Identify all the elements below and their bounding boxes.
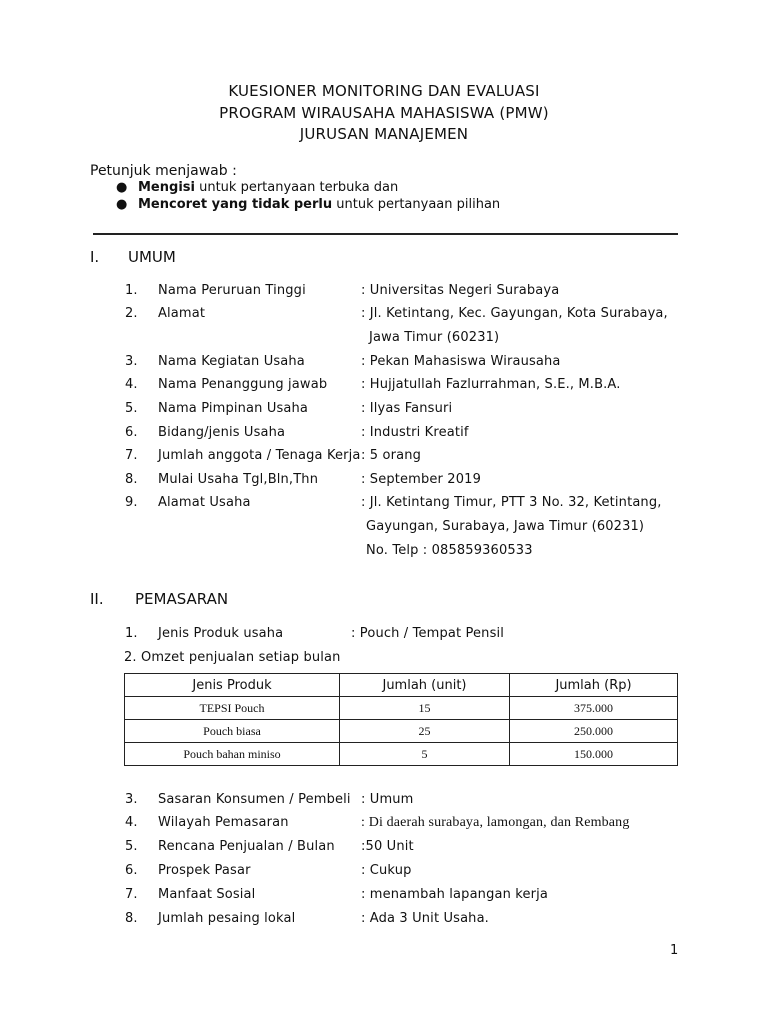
item-number: 7. [125, 448, 138, 463]
item-label: Nama Penanggung jawab [158, 377, 328, 392]
table-cell: 5 [340, 743, 510, 766]
pemasaran-item-2: 2. Omzet penjualan setiap bulan [124, 650, 341, 665]
table-row [125, 720, 678, 743]
item-label: Prospek Pasar [158, 863, 251, 878]
table-header-cell: Jumlah (Rp) [510, 674, 678, 697]
bullet-dot-icon: ● [116, 197, 128, 212]
item-number: 2. [125, 306, 138, 321]
item-number: 1. [125, 626, 138, 641]
instruction-bullet-1 [116, 180, 398, 195]
item-value: : Hujjatullah Fazlurrahman, S.E., M.B.A. [361, 377, 621, 392]
table-header-cell: Jumlah (unit) [340, 674, 510, 697]
item-number: 1. [125, 283, 138, 298]
item-value: :50 Unit [361, 839, 414, 854]
instruction-bold: Mencoret yang tidak perlu [138, 197, 333, 212]
instruction-bold: Mengisi [138, 180, 195, 195]
item-label: Sasaran Konsumen / Pembeli [158, 792, 351, 807]
item-number: 3. [125, 792, 138, 807]
section-title: UMUM [128, 248, 176, 266]
item-number: 6. [125, 863, 138, 878]
item-label: Alamat [158, 306, 206, 321]
omzet-table [124, 673, 678, 766]
doc-title-line-1: KUESIONER MONITORING DAN EVALUASI [228, 82, 540, 100]
table-cell: Pouch bahan miniso [125, 743, 340, 766]
item-value-continued: Jawa Timur (60231) [369, 330, 500, 345]
instruction-text: untuk pertanyaan terbuka dan [194, 180, 399, 195]
item-label: Manfaat Sosial [158, 887, 256, 902]
item-value: : 5 orang [361, 448, 422, 463]
table-header-cell: Jenis Produk [125, 674, 340, 697]
item-number: 4. [125, 815, 138, 830]
table-cell: 375.000 [510, 697, 678, 720]
item-label: Mulai Usaha Tgl,Bln,Thn [158, 472, 319, 487]
item-number: 6. [125, 425, 138, 440]
item-value: : Universitas Negeri Surabaya [361, 283, 560, 298]
table-cell: TEPSI Pouch [125, 697, 340, 720]
item-number: 4. [125, 377, 138, 392]
doc-title-line-3: JURUSAN MANAJEMEN [299, 125, 469, 143]
section-number: II. [90, 590, 104, 608]
item-number: 5. [125, 839, 138, 854]
table-row [125, 697, 678, 720]
item-value: : Pouch / Tempat Pensil [351, 626, 505, 641]
item-value: : Ilyas Fansuri [361, 401, 453, 416]
item-label: Jenis Produk usaha [158, 626, 284, 641]
doc-title-line-2: PROGRAM WIRAUSAHA MAHASISWA (PMW) [219, 104, 549, 122]
item-label: Nama Kegiatan Usaha [158, 354, 305, 369]
item-label: Jumlah anggota / Tenaga Kerja [158, 448, 361, 463]
instruction-bullet-2 [116, 197, 500, 212]
instruction-text: untuk pertanyaan pilihan [332, 197, 501, 212]
item-value: : September 2019 [361, 472, 481, 487]
table-cell: Pouch biasa [125, 720, 340, 743]
table-cell: 250.000 [510, 720, 678, 743]
item-label: Nama Peruruan Tinggi [158, 283, 306, 298]
item-value: : menambah lapangan kerja [361, 887, 548, 902]
item-number: 8. [125, 472, 138, 487]
item-number: 7. [125, 887, 138, 902]
item-value: : Jl. Ketintang, Kec. Gayungan, Kota Surabaya, [361, 306, 668, 321]
item-number: 5. [125, 401, 138, 416]
item-value: : Cukup [361, 863, 412, 878]
item-label: Rencana Penjualan / Bulan [158, 839, 335, 854]
item-value: : Ada 3 Unit Usaha. [361, 911, 489, 926]
bullet-dot-icon: ● [116, 180, 128, 195]
item-number: 3. [125, 354, 138, 369]
section-number: I. [90, 248, 100, 266]
table-row [125, 743, 678, 766]
item-label: Bidang/jenis Usaha [158, 425, 286, 440]
table-cell: 25 [340, 720, 510, 743]
item-value: : Umum [361, 792, 414, 807]
item-label: Alamat Usaha [158, 495, 251, 510]
item-value: : Jl. Ketintang Timur, PTT 3 No. 32, Ketintang, [361, 495, 662, 510]
page-number: 1 [670, 943, 679, 958]
table-cell: 15 [340, 697, 510, 720]
item-label: Nama Pimpinan Usaha [158, 401, 309, 416]
item-value: : Di daerah surabaya, lamongan, dan Rembang [361, 815, 630, 830]
horizontal-divider [93, 233, 678, 235]
item-value-continued: No. Telp : 085859360533 [366, 543, 533, 558]
item-value-continued: Gayungan, Surabaya, Jawa Timur (60231) [366, 519, 645, 534]
item-number: 9. [125, 495, 138, 510]
section-title: PEMASARAN [135, 590, 229, 608]
item-label: Jumlah pesaing lokal [158, 911, 296, 926]
instructions-heading: Petunjuk menjawab : [90, 163, 237, 179]
item-label: Wilayah Pemasaran [158, 815, 289, 830]
item-number: 8. [125, 911, 138, 926]
table-cell: 150.000 [510, 743, 678, 766]
item-value: : Pekan Mahasiswa Wirausaha [361, 354, 561, 369]
item-value: : Industri Kreatif [361, 425, 469, 440]
table-header-row [125, 674, 678, 697]
